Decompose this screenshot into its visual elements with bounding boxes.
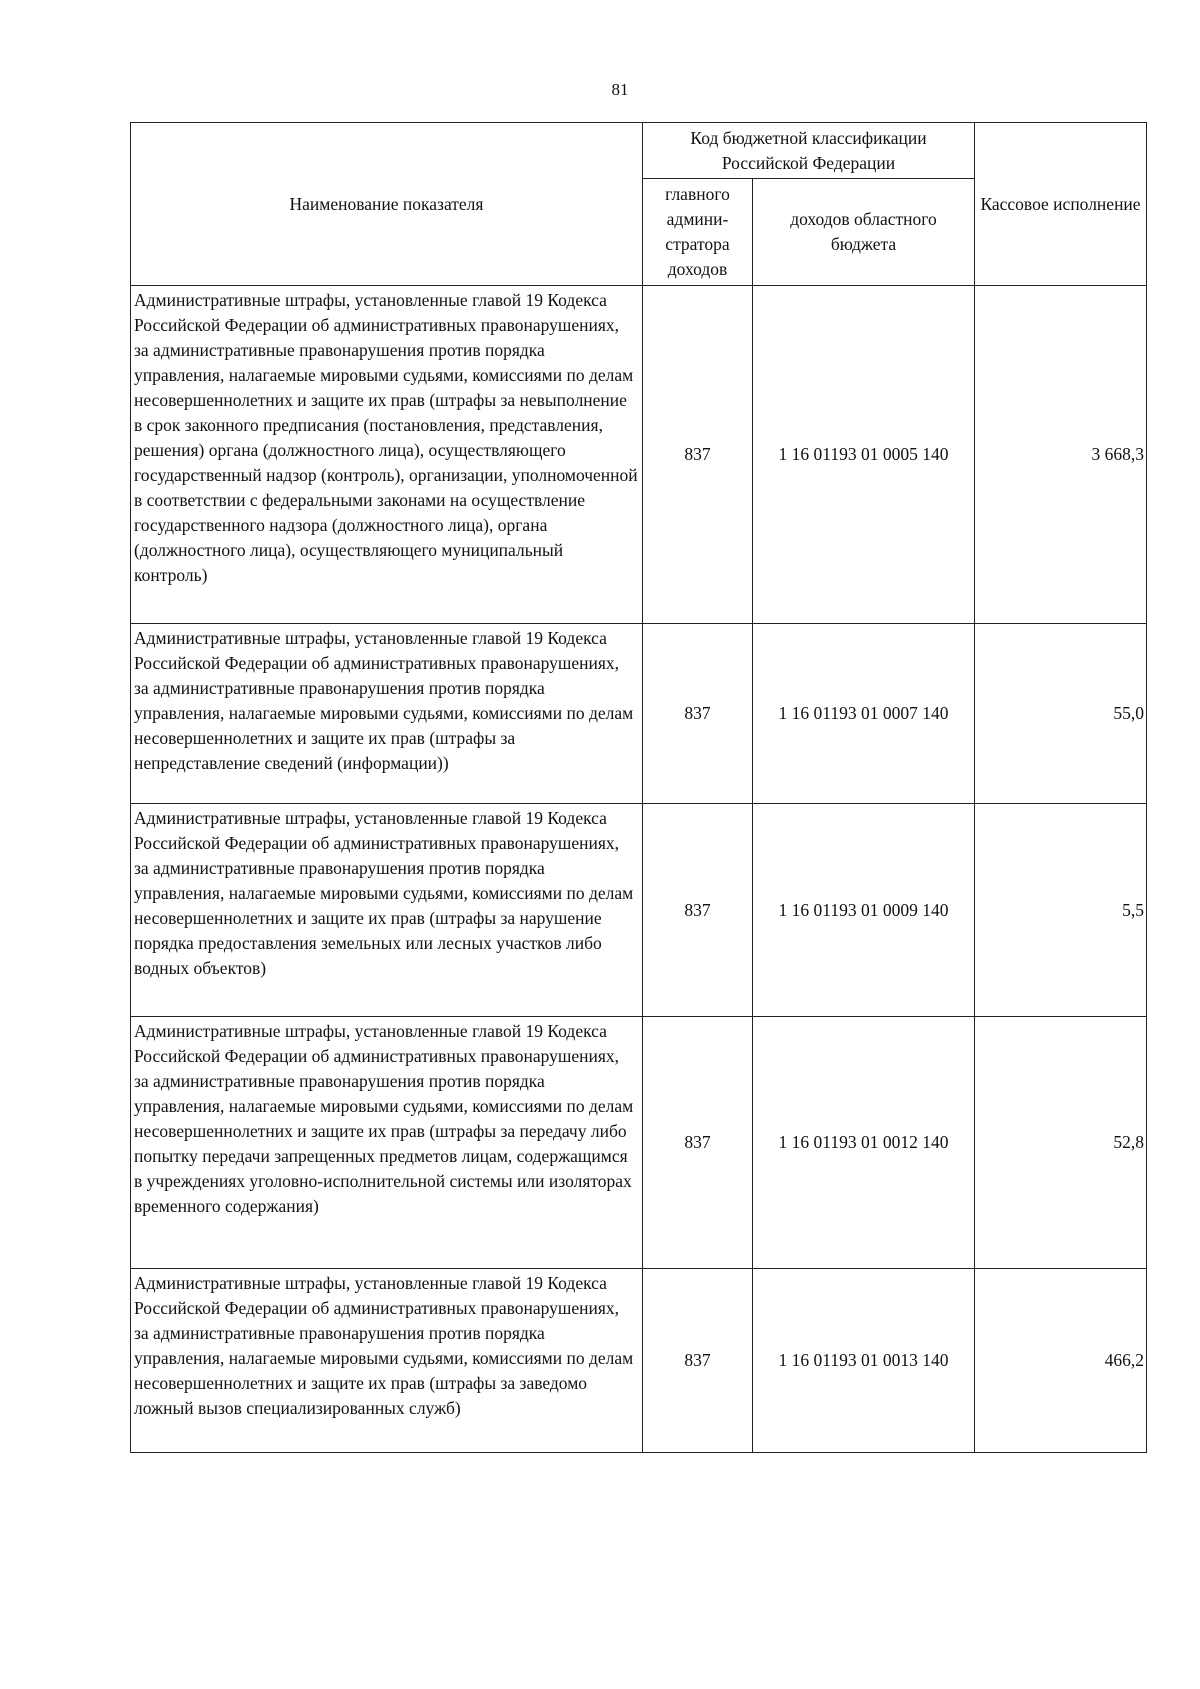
table-body	[131, 286, 1147, 1453]
budget-table	[130, 122, 1147, 1453]
row-amount: 52,8	[975, 1017, 1147, 1269]
row-amount: 55,0	[975, 624, 1147, 804]
row-amount: 3 668,3	[975, 286, 1147, 624]
row-admin-code: 837	[643, 1017, 753, 1269]
row-admin-code: 837	[643, 624, 753, 804]
row-budget-code: 1 16 01193 01 0013 140	[753, 1269, 975, 1453]
header-name: Наименование показателя	[131, 123, 643, 286]
row-budget-code: 1 16 01193 01 0009 140	[753, 804, 975, 1017]
header-income: доходов областного бюджета	[753, 179, 975, 286]
row-name: Административные штрафы, установленные главой 19 Кодекса Российской Федерации об административных правонарушениях, за административные правонарушения против порядка управления, налагаемые мировыми судьями, комиссиями по делам несовершеннолетних и защите их прав (штрафы за заведомо ложный вызов специализированных служб)	[131, 1269, 643, 1453]
row-name: Административные штрафы, установленные главой 19 Кодекса Российской Федерации об административных правонарушениях, за административные правонарушения против порядка управления, налагаемые мировыми судьями, комиссиями по делам несовершеннолетних и защите их прав (штрафы за непредставление сведений (информации))	[131, 624, 643, 804]
row-amount: 5,5	[975, 804, 1147, 1017]
table-row	[131, 286, 1147, 624]
row-budget-code: 1 16 01193 01 0005 140	[753, 286, 975, 624]
row-admin-code: 837	[643, 286, 753, 624]
row-name: Административные штрафы, установленные главой 19 Кодекса Российской Федерации об административных правонарушениях, за административные правонарушения против порядка управления, налагаемые мировыми судьями, комиссиями по делам несовершеннолетних и защите их прав (штрафы за нарушение порядка предоставления земельных или лесных участков либо водных объектов)	[131, 804, 643, 1017]
row-budget-code: 1 16 01193 01 0012 140	[753, 1017, 975, 1269]
table-row	[131, 624, 1147, 804]
row-name: Административные штрафы, установленные главой 19 Кодекса Российской Федерации об административных правонарушениях, за административные правонарушения против порядка управления, налагаемые мировыми судьями, комиссиями по делам несовершеннолетних и защите их прав (штрафы за передачу либо попытку передачи запрещенных предметов лицам, содержащимся в учреждениях уголовно-исполнительной системы или изоляторах временного содержания)	[131, 1017, 643, 1269]
header-admin: главного админи-стратора доходов	[643, 179, 753, 286]
table-row	[131, 804, 1147, 1017]
table-row	[131, 1017, 1147, 1269]
table-row	[131, 1269, 1147, 1453]
row-admin-code: 837	[643, 804, 753, 1017]
row-budget-code: 1 16 01193 01 0007 140	[753, 624, 975, 804]
row-name: Административные штрафы, установленные главой 19 Кодекса Российской Федерации об административных правонарушениях, за административные правонарушения против порядка управления, налагаемые мировыми судьями, комиссиями по делам несовершеннолетних и защите их прав (штрафы за невыполнение в срок законного предписания (постановления, представления, решения) органа (должностного лица), осуществляющего государственный надзор (контроль), организации, уполномоченной в соответствии с федеральными законами на осуществление государственного надзора (должностного лица), органа (должностного лица), осуществляющего муниципальный контроль)	[131, 286, 643, 624]
page-number: 81	[611, 80, 629, 99]
table-header	[131, 123, 1147, 286]
row-admin-code: 837	[643, 1269, 753, 1453]
header-code-group: Код бюджетной классификации Российской Федерации	[643, 123, 975, 179]
header-amount: Кассовое исполнение	[975, 123, 1147, 286]
row-amount: 466,2	[975, 1269, 1147, 1453]
